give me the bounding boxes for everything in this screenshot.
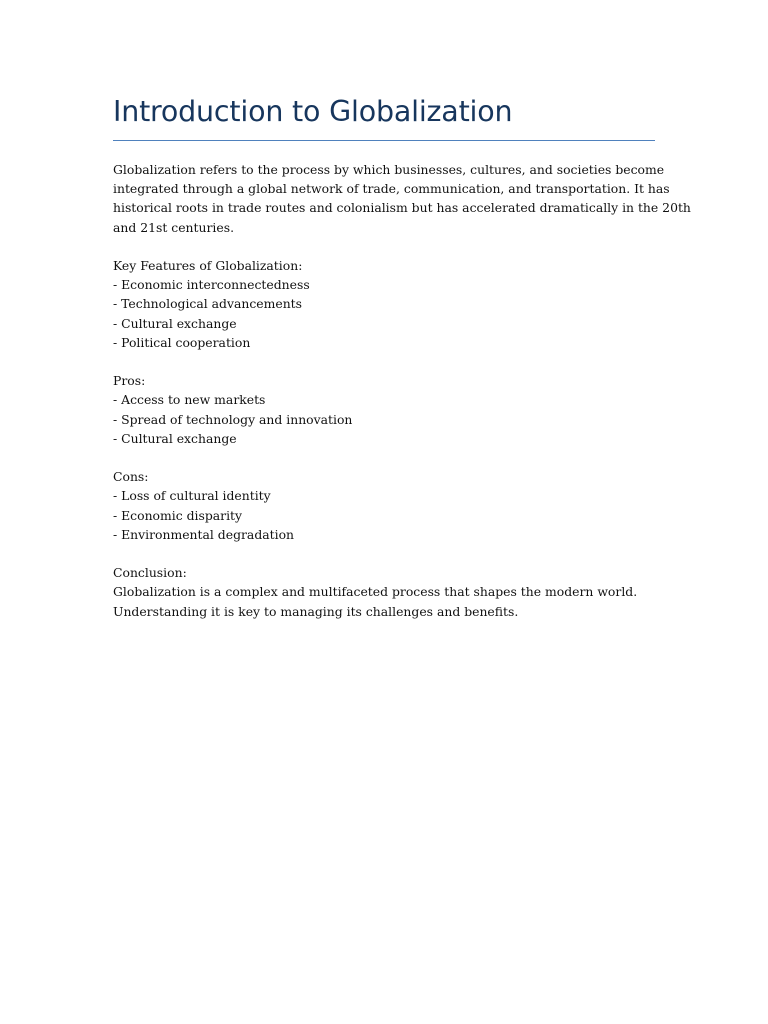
list-item: - Technological advancements: [113, 296, 303, 312]
key-features-heading: Key Features of Globalization:: [113, 258, 303, 273]
pros-section: [113, 371, 655, 448]
pros-heading: Pros:: [113, 373, 146, 389]
spacer: [113, 448, 655, 467]
cons-heading: Cons:: [113, 469, 149, 485]
document-title: Introduction to Globalization: [113, 95, 513, 128]
title-underline: [113, 140, 655, 141]
list-item: - Economic interconnectedness: [113, 277, 310, 293]
intro-line: integrated through a global network of trade, communication, and transportation. It has: [113, 181, 670, 197]
list-item: - Political cooperation: [113, 334, 251, 350]
spacer: [113, 237, 655, 256]
document-page: [113, 92, 691, 621]
intro-line: Globalization refers to the process by which businesses, cultures, and societies become: [113, 162, 665, 177]
list-item: - Cultural exchange: [113, 315, 237, 331]
conclusion-line: Globalization is a complex and multifaceted process that shapes the modern world.: [113, 584, 638, 600]
intro-line: historical roots in trade routes and colonialism but has accelerated dramatically in the 20th: [113, 200, 691, 216]
conclusion-section: [113, 563, 655, 621]
document-body: [113, 160, 691, 621]
cons-section: [113, 467, 655, 544]
list-item: - Economic disparity: [113, 507, 243, 523]
list-item: - Access to new markets: [113, 392, 266, 408]
spacer: [113, 352, 655, 371]
list-item: - Loss of cultural identity: [113, 488, 271, 504]
list-item: - Environmental degradation: [113, 526, 295, 542]
conclusion-line: Understanding it is key to managing its challenges and benefits.: [113, 603, 519, 619]
key-features-section: [113, 256, 655, 352]
intro-line: and 21st centuries.: [113, 219, 235, 235]
list-item: - Spread of technology and innovation: [113, 411, 353, 427]
list-item: - Cultural exchange: [113, 430, 237, 446]
spacer: [113, 544, 655, 563]
conclusion-heading: Conclusion:: [113, 565, 187, 581]
intro-paragraph: [113, 160, 691, 237]
